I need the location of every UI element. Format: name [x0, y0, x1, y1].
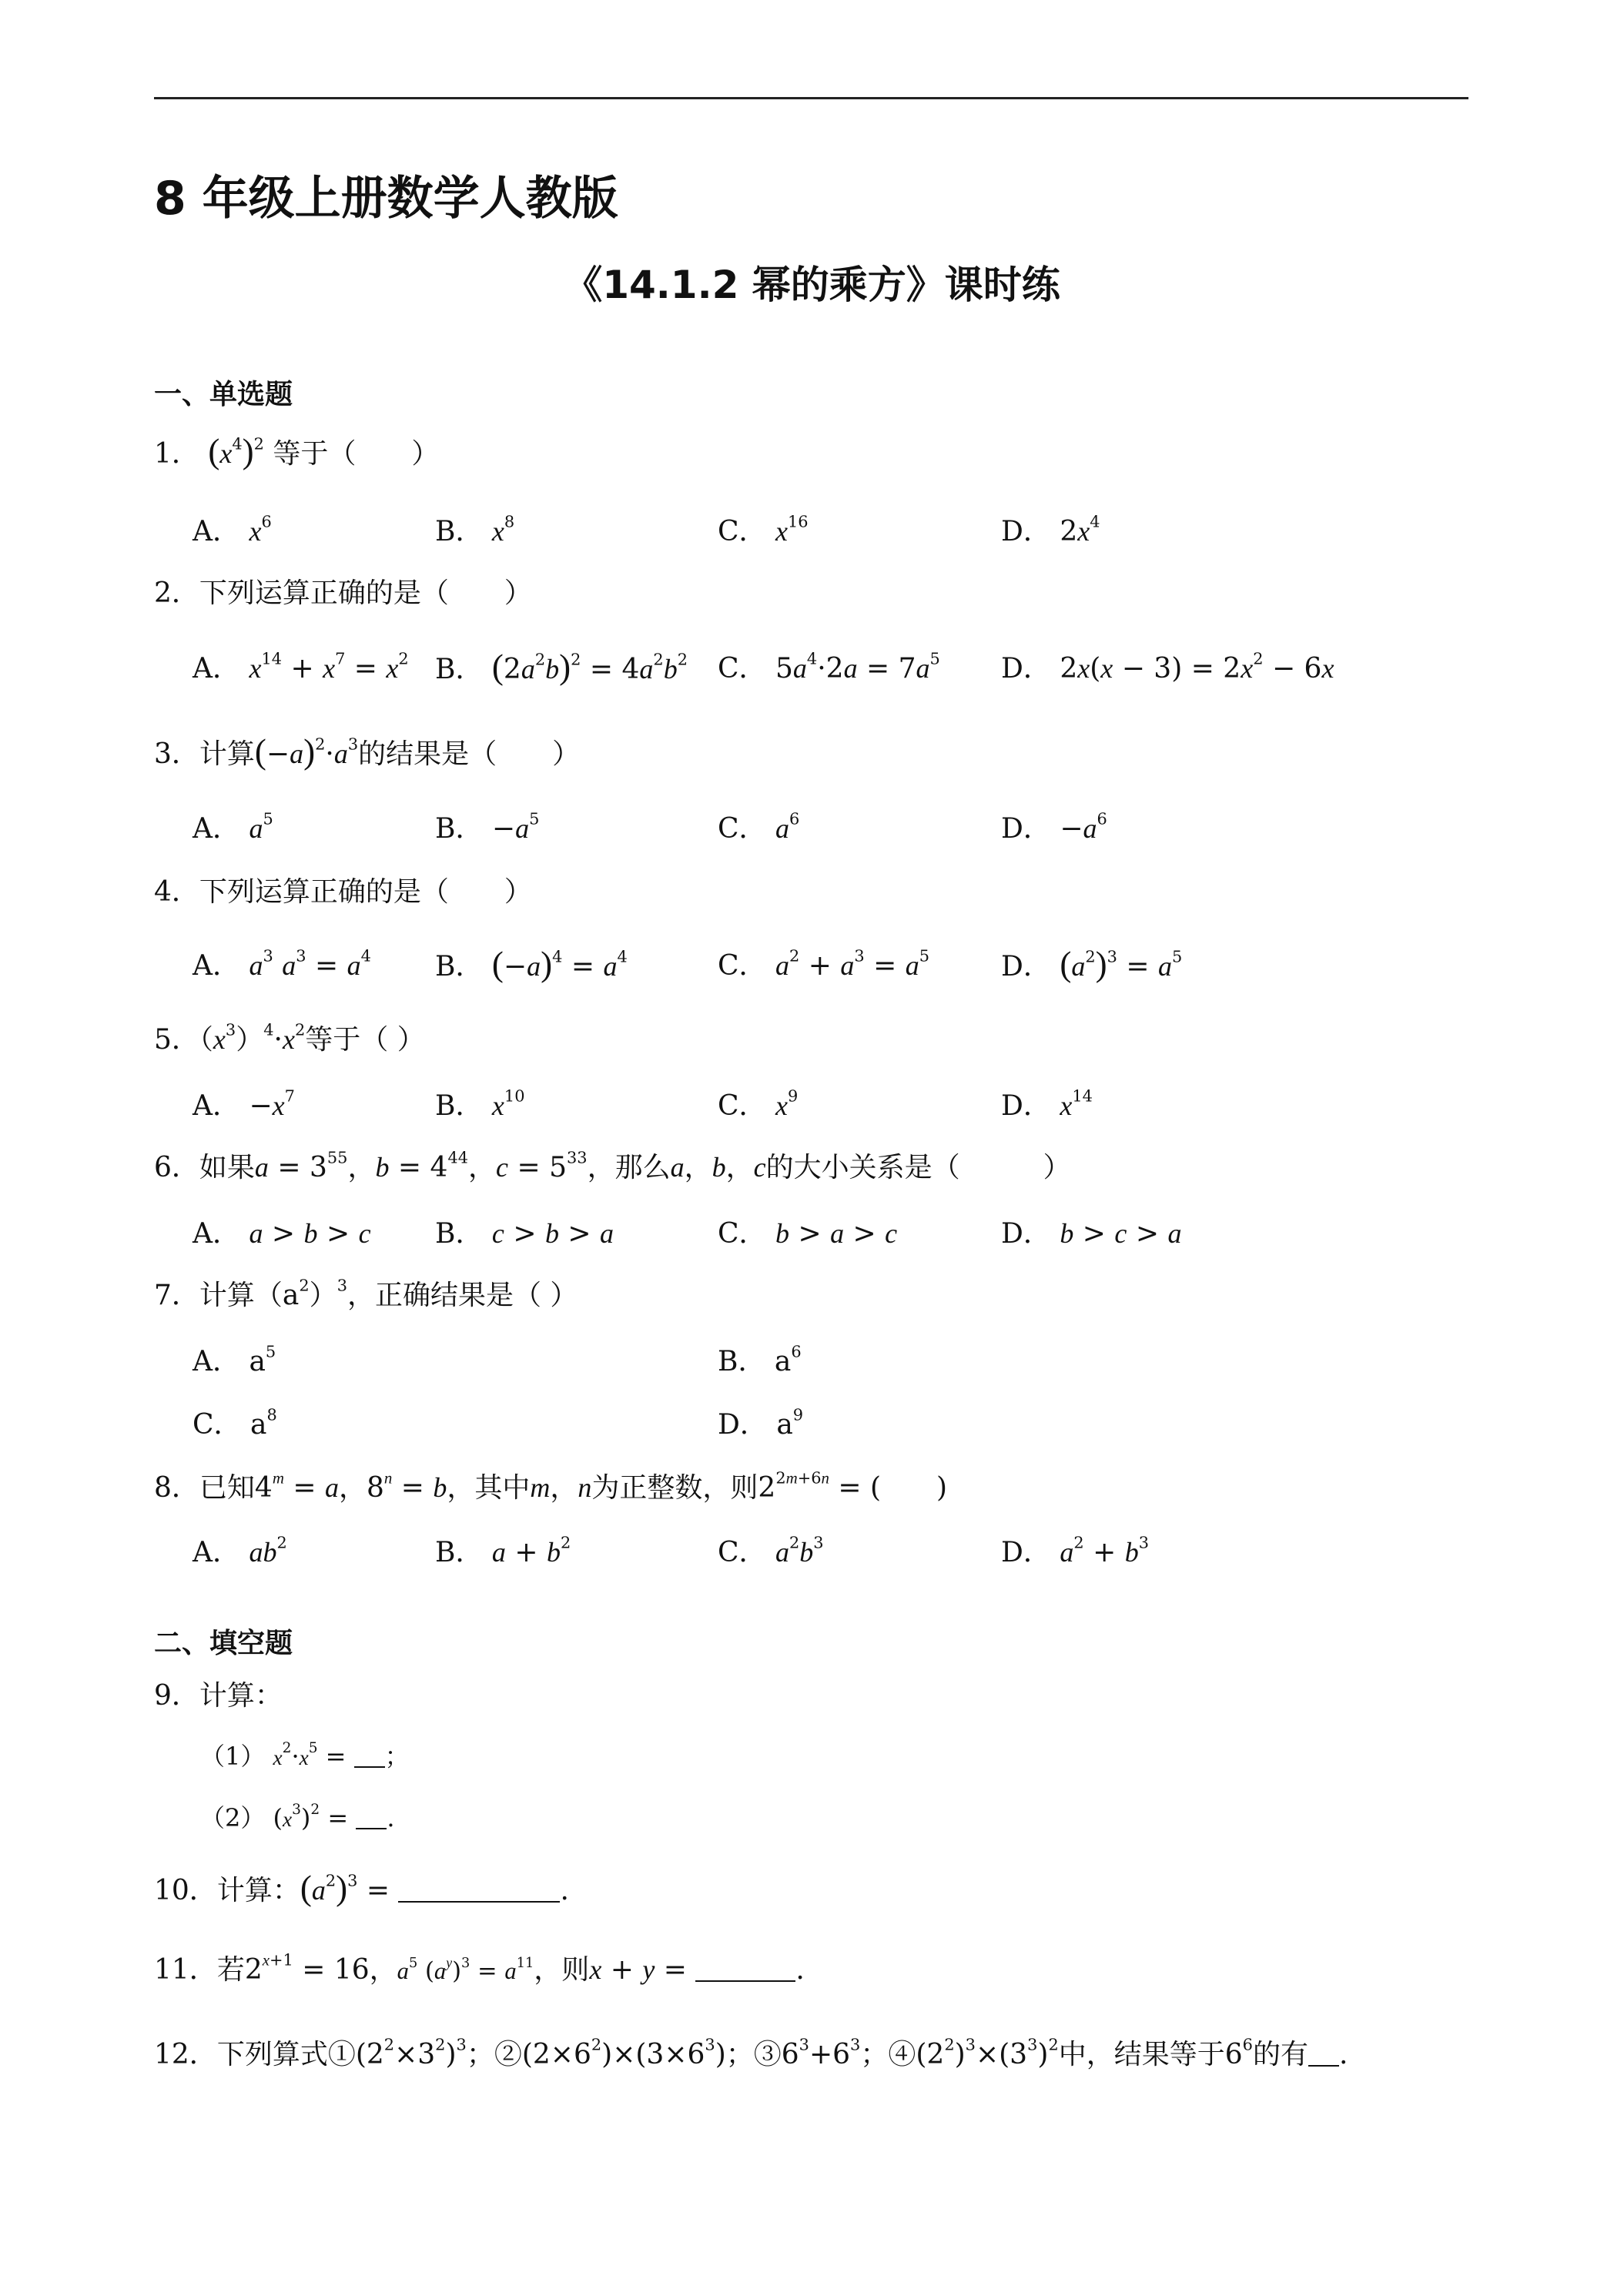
question-12: 12．下列算式$①(2^2\times 3^2)^3$；$②(2\times 6^2)\times(3\times 6^3)$；$③6^3+6^3$；$④(2^2)^3\times(3^3)^2$中，结果等于$6^6$的有 .: [154, 2035, 1348, 2070]
q11-blank[interactable]: [695, 1953, 795, 1982]
q8-option-a[interactable]: A． $ab^2$: [193, 1533, 287, 1568]
q6-option-b[interactable]: B． c > b > a: [435, 1218, 614, 1250]
q5-option-d[interactable]: D． $x^{14}$: [1001, 1086, 1093, 1122]
question-10: 10．计算：$(a^2)^3$ = .: [154, 1869, 569, 1907]
q2-option-b[interactable]: B． $(2a^2b)^2 = 4a^2b^2$: [435, 648, 688, 686]
question-5: 5．$(x^3)^4\cdot x^2$等于（ ）: [154, 1020, 425, 1056]
header-rule: [154, 97, 1468, 99]
q4-option-c[interactable]: C． $a^2 + a^3 = a^5$: [718, 946, 930, 982]
q4-option-d[interactable]: D． $(a^2)^3 = a^5$: [1001, 945, 1183, 983]
q1-option-b[interactable]: B． $x^8$: [435, 512, 515, 547]
q5-option-a[interactable]: A． $-x^7$: [193, 1086, 295, 1122]
q9-p2-blank[interactable]: [356, 1803, 387, 1829]
q4-option-b[interactable]: B． $(-a)^4 = a^4$: [435, 945, 628, 983]
q3-option-a[interactable]: A． $a^5$: [193, 809, 273, 845]
q6-option-d[interactable]: D． b > c > a: [1001, 1218, 1182, 1250]
q1-expression: $(x^4)^2$: [208, 432, 264, 470]
q10-blank[interactable]: [398, 1873, 560, 1903]
question-8: 8．已知$4^m = a$，$8^n = b$，其中m，n为正整数，则$2^{2m+6n}$ = ( ): [154, 1468, 948, 1504]
q4-option-a[interactable]: A． $a^3$ $a^3 = a^4$: [193, 946, 371, 982]
page-title: 8 年级上册数学人教版: [154, 172, 618, 226]
question-7: 7．计算$(a^2)^3$，正确结果是（ ）: [154, 1276, 578, 1311]
q1-option-d[interactable]: D． $2x^4$: [1001, 512, 1100, 547]
q5-option-b[interactable]: B． $x^{10}$: [435, 1086, 525, 1122]
q8-option-c[interactable]: C． $a^2b^3$: [718, 1533, 824, 1568]
q12-blank[interactable]: [1308, 2037, 1339, 2067]
q1-option-c[interactable]: C． $x^{16}$: [718, 512, 809, 547]
q8-option-d[interactable]: D． $a^2 + b^3$: [1001, 1533, 1149, 1568]
q7-option-d[interactable]: D． $a^9$: [718, 1405, 804, 1441]
q6-option-c[interactable]: C． b > a > c: [718, 1218, 898, 1250]
q8-option-b[interactable]: B． $a + b^2$: [435, 1533, 571, 1568]
q5-option-c[interactable]: C． $x^9$: [718, 1086, 799, 1122]
q1-option-a[interactable]: A． $x^6$: [193, 512, 272, 547]
section-heading-single-choice: 一、单选题: [154, 379, 293, 410]
question-9-part-2: （2） $(x^3)^2$ = .: [200, 1802, 395, 1832]
question-6: 6．如果$a = 3^{55}$，$b = 4^{44}$，$c = 5^{33}$，那么a，b，c的大小关系是（ ）: [154, 1148, 1071, 1183]
q3-option-b[interactable]: B． $-a^5$: [435, 809, 540, 845]
page-subtitle: 《14.1.2 幂的乘方》课时练: [564, 263, 1060, 307]
question-1: 1． $(x^4)^2$ 等于（ ）: [154, 432, 440, 470]
q2-option-d[interactable]: D． $2x(x - 3) = 2x^2 - 6x$: [1001, 649, 1334, 684]
q2-option-c[interactable]: C． $5a^4\cdot 2a = 7a^5$: [718, 649, 940, 684]
question-9: 9．计算：: [154, 1680, 283, 1712]
q7-option-a[interactable]: A． $a^5$: [193, 1342, 276, 1377]
q7-option-c[interactable]: C． $a^8$: [193, 1405, 277, 1441]
question-4: 4．下列运算正确的是（ ）: [154, 876, 532, 908]
q3-option-c[interactable]: C． $a^6$: [718, 809, 800, 845]
question-3: 3．计算$(-a)^2\cdot a^3$的结果是（ ）: [154, 732, 581, 771]
q6-option-a[interactable]: A． a > b > c: [193, 1218, 371, 1250]
q3-option-d[interactable]: D． $-a^6$: [1001, 809, 1107, 845]
section-heading-fill-blank: 二、填空题: [154, 1628, 293, 1659]
question-11: 11．若$2^{x+1} = 16$，$a^5$ $(a^y)^3 = a^{11}$，则x + y = .: [154, 1950, 805, 1986]
q2-option-a[interactable]: A． $x^{14} + x^7 = x^2$: [193, 649, 409, 684]
question-2: 2．下列运算正确的是（ ）: [154, 577, 532, 609]
q7-option-b[interactable]: B． $a^6$: [718, 1342, 802, 1377]
question-9-part-1: （1） $x^2\cdot x^5$ = ；: [200, 1740, 410, 1771]
q9-p1-blank[interactable]: [354, 1742, 385, 1768]
